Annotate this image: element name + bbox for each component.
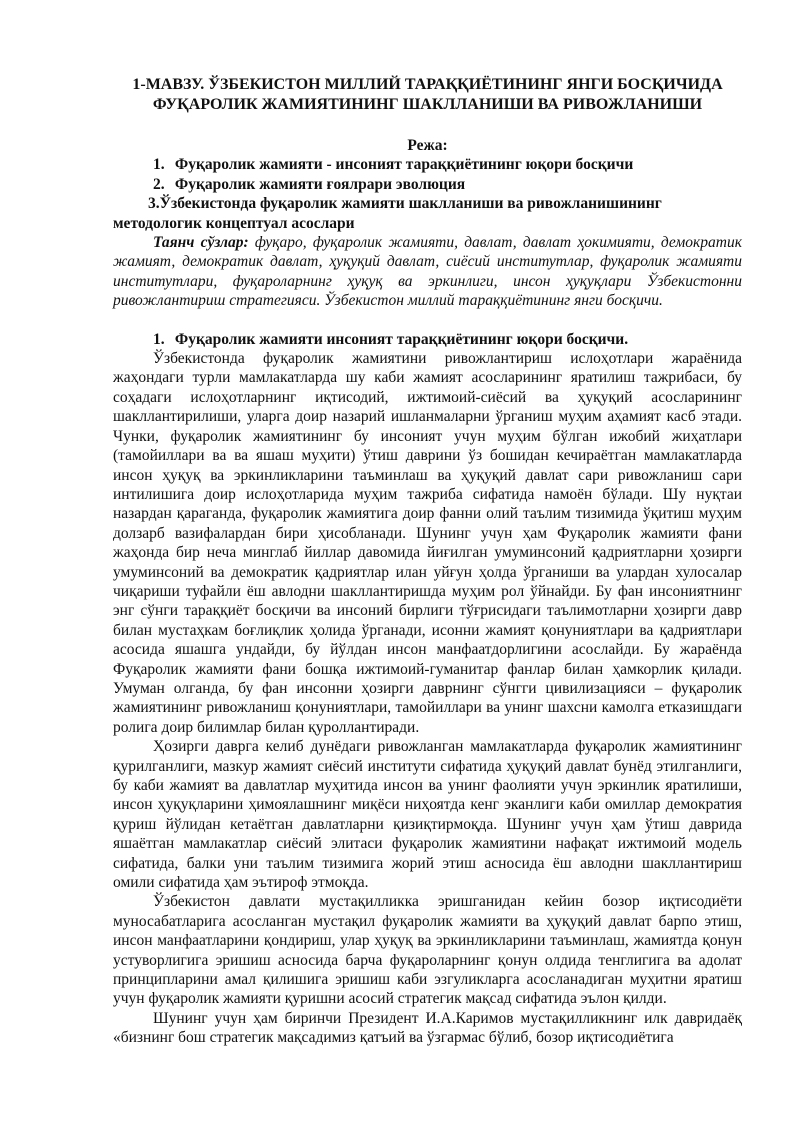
plan-item <box>113 155 742 174</box>
section-heading <box>113 330 742 349</box>
keywords-text: фуқаро, фуқаролик жамияти, давлат, давлат ҳокимияти, демократик жамият, демократик давлат, ҳуқуқий давлат, сиёсий институтлар, фуқаролик жамияти институтлари, фуқароларнинг ҳуқуқ ва эркинлиги, инсон ҳуқуқлари Ўзбекистонни ривожлантириш стратегияси. Ўзбекистон миллий тараққиётининг янги босқичи. <box>113 234 742 310</box>
plan-item <box>113 194 742 233</box>
body-paragraph: Шунинг учун ҳам биринчи Президент И.А.Каримов мустақилликнинг илк давридаёқ «бизнинг бош стратегик мақсадимиз қатъий ва ўзгармас бўлиб, бозор иқтисодиётига <box>113 1009 742 1047</box>
plan-item <box>113 175 742 194</box>
section-number: 1. <box>153 330 165 348</box>
section-title: Фуқаролик жамияти инсоният тараққиётининг юқори босқичи. <box>174 330 629 348</box>
plan-item-number: 2. <box>153 175 165 193</box>
title-line-2: ФУҚАРОЛИК ЖАМИЯТИНИНГ ШАКЛЛАНИШИ ВА РИВОЖЛАНИШИ <box>152 95 703 113</box>
body-paragraph: Ўзбекистон давлати мустақилликка эришганидан кейин бозор иқтисодиёти муносабатларига асосланган мустақил фуқаролик жамияти ва ҳуқуқий давлат барпо этиш, инсон манфаатларини қондириш, улар ҳуқуқ ва эркинликларини таъминлаш, жамиятда қонун устуворлигига эришиш асносида барча фуқароларнинг қонун олдида тенглигига ва адолат принципларини амал қилишига эришиш каби эзгуликларга асосланадиган муҳитни яратиш учун фуқаролик жамияти қуришни асосий стратегик мақсад сифатида эълон қилди. <box>113 893 742 1008</box>
keywords-block <box>113 233 742 311</box>
plan-item-text: 3.Ўзбекистонда фуқаролик жамияти шаклланиши ва ривожланишининг методологик концептуал асослари <box>113 195 662 232</box>
plan-item-text: Фуқаролик жамияти - инсоният тараққиётининг юқори босқичи <box>174 156 634 174</box>
plan-heading: Режа: <box>407 137 448 154</box>
body-paragraph: Ўзбекистонда фуқаролик жамиятини ривожлантириш ислоҳотлари жараёнида жаҳондаги турли мамлакатларда шу каби жамият асосларининг яратилиш тажрибаси, бу соҳадаги ислоҳотларнинг иқтисодий, ижтимоий-сиёсий ва ҳуқуқий асосларининг шакллантирилиши, уларга доир назарий ишланмаларни ўрганиш муҳим аҳамият касб этади. Чунки, фуқаролик жамиятининг бу инсоният учун муҳим бўлган ижобий жиҳатлари (тамойиллари ва ва яшаш муҳити) ўтиш даврини ўз бошидан кечираётган мамлакатларда инсон ҳуқуқ ва эркинликларини таъминлаш ва ҳуқуқий давлат сари ривожланиш сари интилишига доир ислоҳотларида муҳим тажриба сифатида намоён бўлади. Шу нуқтаи назардан қараганда, фуқаролик жамиятига доир фанни олий таълим тизимида ўқитиш муҳим долзарб вазифалардан бири ҳисобланади. Шунинг учун ҳам Фуқаролик жамияти фани жаҳонда бир неча минглаб йиллар давомида йиғилган умуминсоний қадриятларни ҳозирги умуминсоний ва демократик қадриятлар илан уйғун ҳолда ўрганиши ва улардан хулосалар чиқариши туфайли ёш авлодни шакллантиришда муҳим рол ўйнайди. Бу фан инсониятнинг энг сўнги тараққиёт босқичи ва инсоний бирлиги тўғрисидаги таълимотларни ҳозирги давр билан мустаҳкам боғлиқлик ҳолида ўрганади, исонни жамият қонуниятлари ва қадриятлари асосида яшашга ундайди, бу йўлдан инсон манфаатдорлигини асослайди. Бу жараёнда Фуқаролик жамияти фани бошқа ижтимоий-гуманитар фанлар билан ҳамкорлик қилади. Умуман олганда, бу фан инсонни ҳозирги даврнинг сўнгги цивилизацияси – фуқаролик жамиятининг ривожланиш қонуниятлари, тамойиллари ва унинг шахсни камолга етказишдаги ролига доир билимлар билан қуроллантиради. <box>113 350 742 736</box>
document-title <box>113 75 742 114</box>
body-paragraph: Ҳозирги даврга келиб дунёдаги ривожланган мамлакатларда фуқаролик жамиятининг қурилганлиги, мазкур жамият сиёсий институти сифатида ҳуқуқий давлат бунёд этилганлиги, бу каби жамият ва давлатлар муҳитида инсон ва унинг фаолияти учун эркинлик яратилиши, инсон ҳуқуқларини ҳимоялашнинг миқёси ниҳоятда кенг эканлиги каби омиллар демократия қуриш йўлидан кетаётган давлатларни қизиқтирмоқда. Шунинг учун ҳам ўтиш даврида яшаётган мамлакатлар сиёсий элитаси фуқаролик жамиятини нафақат ижтимоий модель сифатида, балки уни таълим тизимига жорий этиш асносида ёш авлодни шакллантириш омили сифатида ҳам эътироф этмоқда. <box>113 738 742 892</box>
title-line-1: 1-МАВЗУ. ЎЗБЕКИСТОН МИЛЛИЙ ТАРАҚҚИЁТИНИНГ ЯНГИ БОСҚИЧИДА <box>132 76 723 93</box>
keywords-label: Таянч сўзлар: <box>153 234 249 252</box>
plan-item-number: 1. <box>153 156 165 174</box>
plan-item-text: Фуқаролик жамияти ғоялрари эволюция <box>174 175 466 193</box>
document-page <box>113 75 742 1048</box>
